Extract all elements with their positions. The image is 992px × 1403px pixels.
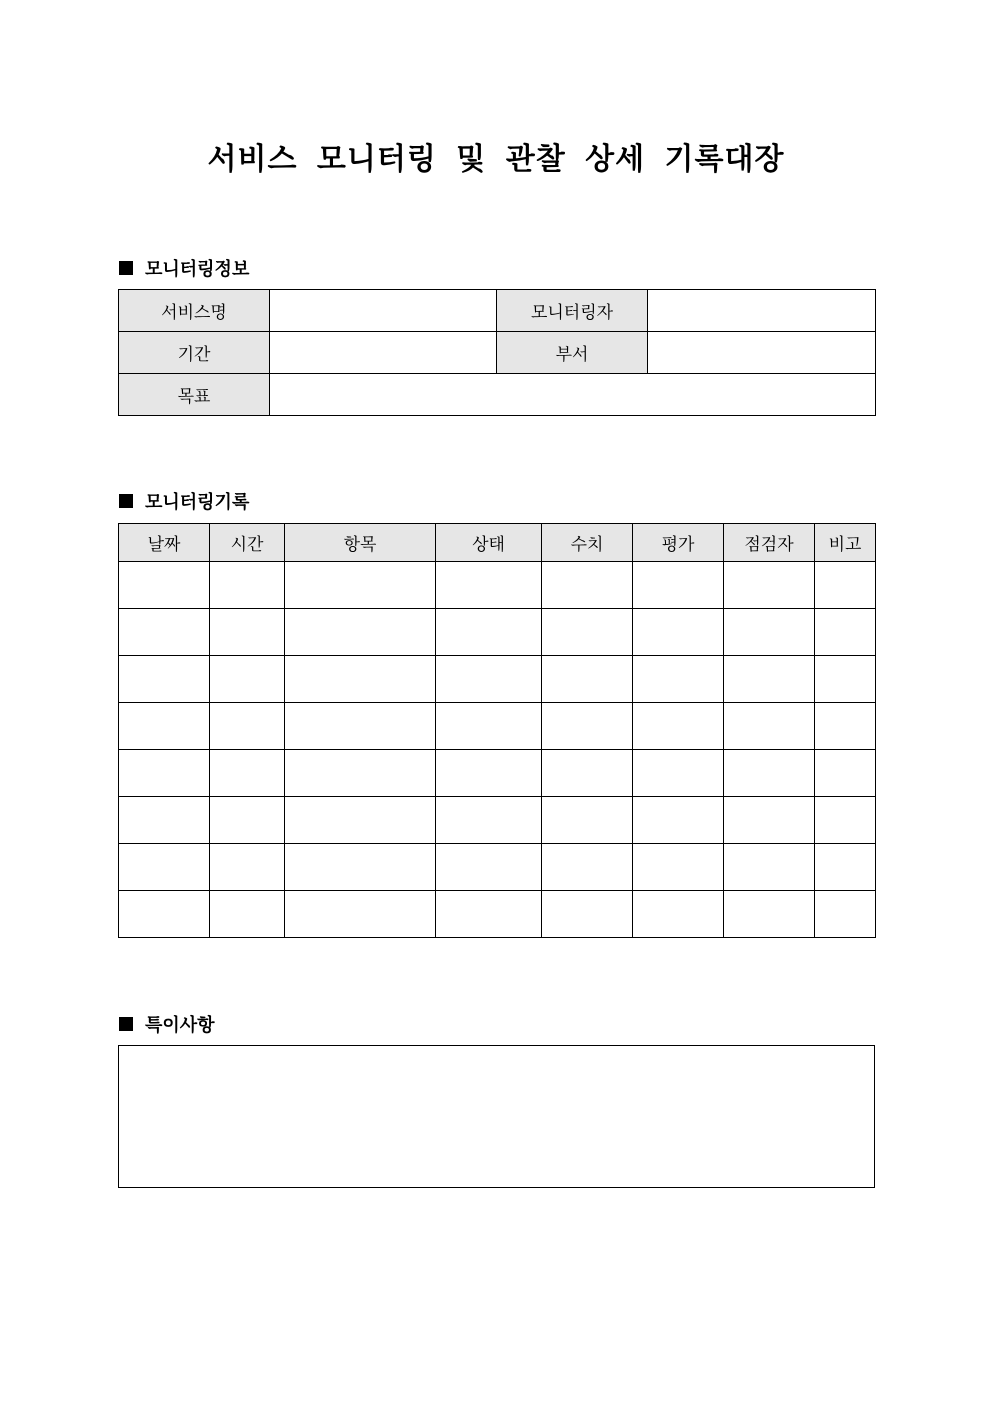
monitor-person-label: 모니터링자: [497, 290, 648, 332]
section-heading-label: 모니터링정보: [145, 259, 250, 280]
table-cell[interactable]: [815, 844, 876, 891]
table-cell[interactable]: [119, 797, 210, 844]
section-heading-label: 특이사항: [145, 1015, 215, 1036]
column-header: 시간: [210, 524, 285, 562]
table-cell[interactable]: [119, 750, 210, 797]
table-cell[interactable]: [815, 609, 876, 656]
table-cell[interactable]: [633, 797, 724, 844]
table-row: [119, 562, 876, 609]
table-cell[interactable]: [210, 844, 285, 891]
column-header: 날짜: [119, 524, 210, 562]
notes-field[interactable]: [118, 1045, 875, 1188]
table-cell[interactable]: [119, 562, 210, 609]
column-header: 상태: [436, 524, 542, 562]
service-name-label: 서비스명: [119, 290, 270, 332]
table-cell[interactable]: [724, 609, 815, 656]
table-cell[interactable]: [210, 891, 285, 938]
info-row: [119, 374, 876, 416]
table-cell[interactable]: [724, 891, 815, 938]
table-cell[interactable]: [724, 797, 815, 844]
table-cell[interactable]: [436, 562, 542, 609]
table-cell[interactable]: [436, 844, 542, 891]
table-cell[interactable]: [633, 703, 724, 750]
section-heading-notes: [119, 1011, 215, 1037]
table-cell[interactable]: [285, 609, 436, 656]
monitor-person-field[interactable]: [648, 290, 876, 332]
table-cell[interactable]: [633, 844, 724, 891]
section-heading-records: [119, 488, 249, 514]
table-cell[interactable]: [119, 844, 210, 891]
table-cell[interactable]: [724, 844, 815, 891]
table-row: [119, 891, 876, 938]
table-body: [119, 562, 876, 938]
table-cell[interactable]: [210, 562, 285, 609]
department-label: 부서: [497, 332, 648, 374]
department-field[interactable]: [648, 332, 876, 374]
column-header: 비고: [815, 524, 876, 562]
table-cell[interactable]: [815, 750, 876, 797]
table-cell[interactable]: [436, 750, 542, 797]
table-cell[interactable]: [542, 844, 633, 891]
table-row: [119, 609, 876, 656]
table-cell[interactable]: [542, 656, 633, 703]
page-title: 서비스 모니터링 및 관찰 상세 기록대장: [207, 142, 785, 177]
table-row: [119, 844, 876, 891]
table-cell[interactable]: [210, 703, 285, 750]
table-cell[interactable]: [633, 750, 724, 797]
table-cell[interactable]: [285, 750, 436, 797]
table-cell[interactable]: [210, 750, 285, 797]
table-cell[interactable]: [436, 656, 542, 703]
table-cell[interactable]: [436, 891, 542, 938]
table-cell[interactable]: [436, 703, 542, 750]
record-table: [118, 523, 876, 938]
section-heading-info: [119, 255, 249, 281]
square-bullet-icon: [119, 261, 133, 275]
table-cell[interactable]: [119, 703, 210, 750]
period-field[interactable]: [270, 332, 497, 374]
table-cell[interactable]: [542, 703, 633, 750]
goal-label: 목표: [119, 374, 270, 416]
table-cell[interactable]: [119, 656, 210, 703]
table-cell[interactable]: [210, 609, 285, 656]
table-cell[interactable]: [285, 656, 436, 703]
service-name-field[interactable]: [270, 290, 497, 332]
table-cell[interactable]: [285, 891, 436, 938]
table-cell[interactable]: [119, 609, 210, 656]
info-row: [119, 290, 876, 332]
table-cell[interactable]: [724, 750, 815, 797]
column-header: 점검자: [724, 524, 815, 562]
table-cell[interactable]: [815, 797, 876, 844]
section-heading-label: 모니터링기록: [145, 492, 250, 513]
table-cell[interactable]: [436, 797, 542, 844]
square-bullet-icon: [119, 1017, 133, 1031]
info-table: [118, 289, 876, 416]
table-cell[interactable]: [633, 609, 724, 656]
table-cell[interactable]: [633, 562, 724, 609]
table-cell[interactable]: [815, 891, 876, 938]
info-row: [119, 332, 876, 374]
table-cell[interactable]: [815, 656, 876, 703]
table-row: [119, 703, 876, 750]
column-header: 항목: [285, 524, 436, 562]
table-row: [119, 656, 876, 703]
table-cell[interactable]: [436, 609, 542, 656]
table-cell[interactable]: [542, 797, 633, 844]
table-cell[interactable]: [815, 562, 876, 609]
table-cell[interactable]: [542, 609, 633, 656]
table-cell[interactable]: [210, 797, 285, 844]
column-header: 수치: [542, 524, 633, 562]
table-cell[interactable]: [285, 797, 436, 844]
table-cell[interactable]: [210, 656, 285, 703]
table-cell[interactable]: [285, 562, 436, 609]
period-label: 기간: [119, 332, 270, 374]
table-cell[interactable]: [542, 562, 633, 609]
table-cell[interactable]: [724, 562, 815, 609]
goal-field[interactable]: [270, 374, 876, 416]
table-cell[interactable]: [119, 891, 210, 938]
table-cell[interactable]: [633, 656, 724, 703]
table-header-row: [119, 524, 876, 562]
column-header: 평가: [633, 524, 724, 562]
table-cell[interactable]: [285, 844, 436, 891]
table-cell[interactable]: [542, 750, 633, 797]
square-bullet-icon: [119, 494, 133, 508]
table-row: [119, 750, 876, 797]
table-cell[interactable]: [815, 703, 876, 750]
table-cell[interactable]: [285, 703, 436, 750]
table-cell[interactable]: [633, 891, 724, 938]
table-cell[interactable]: [542, 891, 633, 938]
table-cell[interactable]: [724, 703, 815, 750]
table-cell[interactable]: [724, 656, 815, 703]
table-row: [119, 797, 876, 844]
